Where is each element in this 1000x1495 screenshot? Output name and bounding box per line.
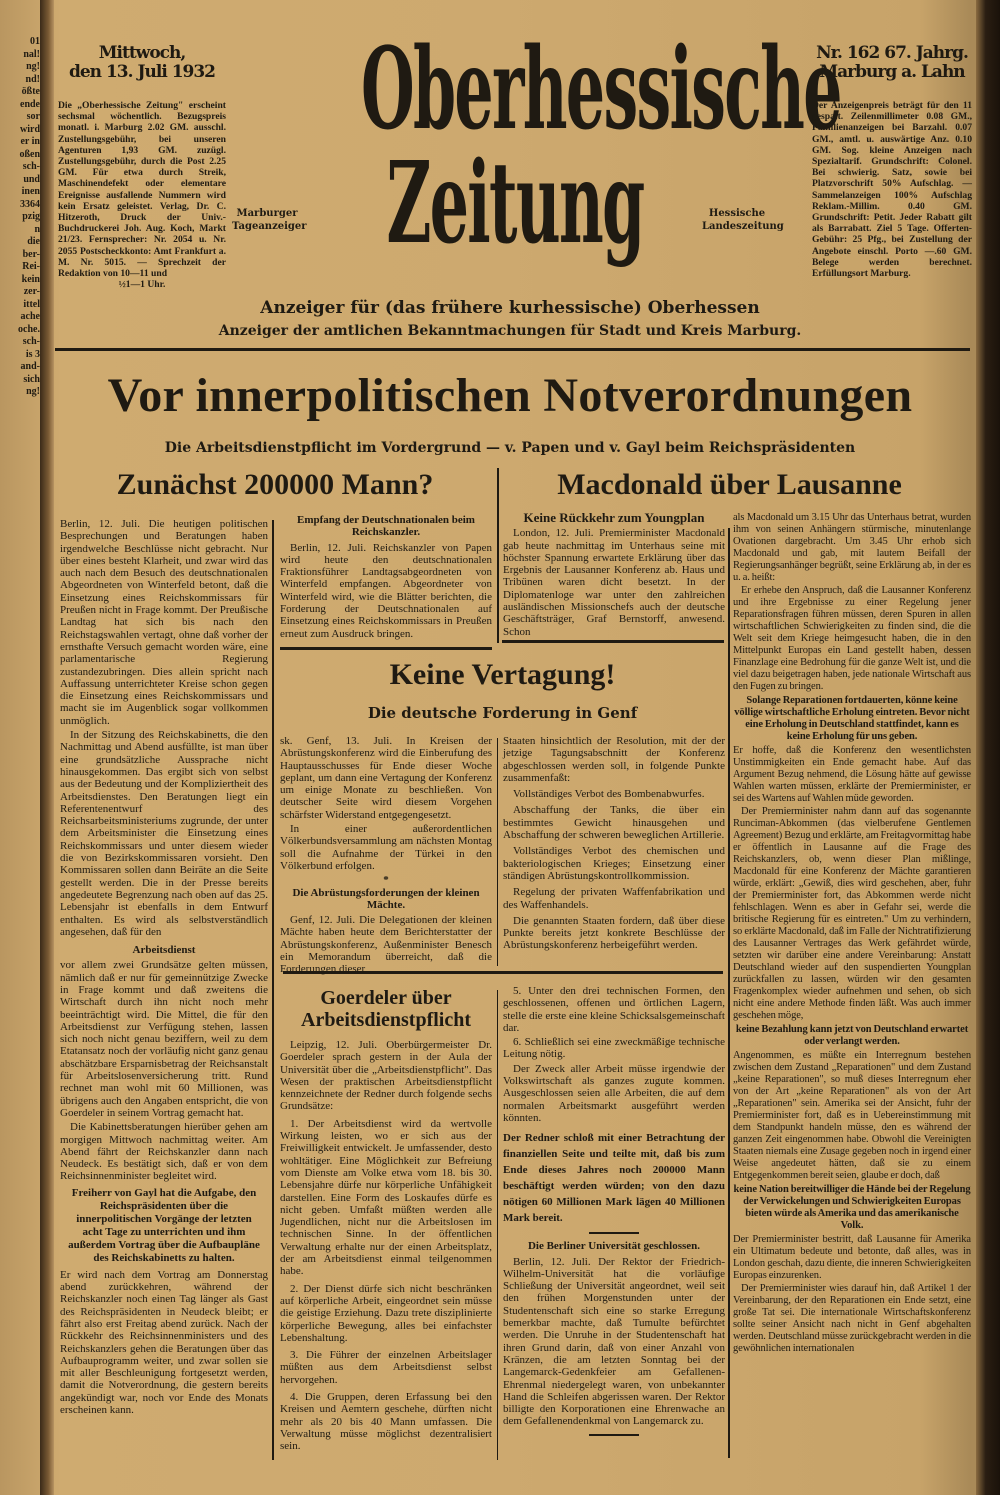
bold-paragraph: Der Redner schloß mit einer Betrachtung der finanziellen Seite und teilte mit, daß bis zum Ende dieses Jahres noch 200000 Mann beschäftigt werden würden; von den dazu nötigen 60 Millionen Mark lägen 40 Millionen Mark bereit.	[503, 1132, 725, 1225]
paragraph: Angenommen, es müßte ein Interregnum bestehen zwischen dem Zustand „Reparationen" und dem Zustand „keine Reparationen", so muß dieses Interregnum eher von der Art „keine Reparationen" als von der Art „Reparationen" sein. Amerika sei der Ansicht, fuhr der Premierminister fort, daß es in Uebereinstimmung mit dem Standpunkt handeln müsse, den es während der ganzen Zeit eingenommen habe. Obwohl die Vereinigten Staaten niemals eine Zusage gegeben noch in irgend einer Weise angedeutet hätten, daß sie zu einem Entgegenkommen bereit seien, glaube er doch, daß	[733, 1050, 971, 1181]
column-rule	[728, 528, 730, 1458]
divider	[589, 1434, 639, 1436]
list-item: Abschaffung der Tanks, die über ein bestimmtes Gewicht hinausgehen und Abschaffung der schweren beweglichen Artillerie.	[503, 804, 725, 842]
fragment-text: n	[34, 223, 40, 235]
macdonald-article-start	[503, 512, 725, 640]
fragment-text: zer-	[23, 286, 40, 297]
vertagung-subheadline: Die deutsche Forderung in Genf	[367, 704, 638, 722]
subtitle-2: Anzeiger der amtlichen Bekanntmachungen für Stadt und Kreis Marburg.	[218, 323, 802, 339]
issue-box	[812, 44, 972, 279]
fragment-text: sich	[23, 373, 40, 385]
goerdeler-article	[280, 985, 492, 1465]
subscription-notice: Die „Oberhessische Zeitung" erscheint sechsmal wöchentlich. Bezugspreis monatl. i. Marburg 2.02 GM. ausschl. Zustellungsgebühr, bei unseren Agenturen 1,93 GM. zuzügl. Zustellungsgebühr, durch die Post 2.25 GM. Für etwa durch Streik, Maschinendefekt oder elementare Ereignisse ausfallende Nummern wird kein Ersatz geleistet. Verlag, Dr. C. Hitzeroth, Druck der Univ.-Buchdruckerei Joh. Aug. Koch, Markt 21/23. Fernsprecher: Nr. 2054 u. Nr. 2055 Postscheckkonto: Amt Frankfurt a. M. Nr. 5015. — Sprechzeit der Redaktion von 10—11 und	[58, 100, 226, 280]
list-item: Vollständiges Verbot des Bombenabwurfes.	[513, 788, 705, 801]
fragment-text: oßen	[19, 148, 40, 160]
fragment-text: Rei-	[22, 261, 40, 272]
advertising-rates: Der Anzeigenpreis beträgt für den 11 gespalt. Zeilenmillimeter 0.08 GM., Familienanzeigen bei Barzahl. 0.07 GM., amtl. u. auswärtige Anz. 0.10 GM. Sog. kleine Anzeigen nach Spezialtarif. Grundschrift: Colonel. Bei schwierig. Satz, sowie bei Platzvorschrift 50% Aufschlag. — Sammelanzeigen 100% Aufschlag Reklam.-Millim. 0.40 GM. Grundschrift: Petit. Jeder Rabatt gilt als Barrabatt. Ziel 5 Tage. Offerten-Gebühr: 25 Pfg., bei Zustellung der Angebote einschl. Porto —.60 GM. Belege werden berechnet. Erfüllungsort Marburg.	[812, 100, 972, 280]
fragment-text: ng!	[26, 386, 40, 397]
divider	[589, 1232, 639, 1234]
lead-subheadline: Die Arbeitsdienstpflicht im Vordergrund — v. Papen und v. Gayl beim Reichspräsidenten	[164, 440, 856, 456]
paragraph: In der Sitzung des Reichskabinetts, die den Nachmittag und Abend ausfüllte, ist man über eine grundsätzliche Aussprache nicht hinausgekommen. Das ergibt sich von selbst aus der Bedeutung und der Kompliziertheit des Arbeitsdienstes. Den Beratungen liegt ein Referentenentwurf des Reichsarbeitsministeriums zugrunde, der unter dem Arbeitsminister die Einsetzung eines Reichskommissars und unter diesem wieder die von Bezirkskommissaren vorsieht. Den Kommissaren sollen dann Beiräte an die Seite gestellt werden. Die in der Presse bereits angedeutete Begrenzung nach oben auf das 25. Lebensjahr ist ebenfalls in dem Entwurf enthalten. Es wird als selbstverständlich angesehen, daß für den	[60, 729, 268, 938]
article-headline: Goerdeler über Arbeitsdienstpflicht	[301, 987, 471, 1031]
left-flank-title: Marburger Tageanzeiger	[232, 208, 307, 232]
fragment-text: kein	[21, 273, 40, 285]
section-rule	[280, 647, 492, 650]
fragment-text: and-	[20, 361, 40, 372]
empfang-article	[280, 514, 492, 642]
publication-place: Marburg a. Lahn	[819, 62, 965, 82]
fragment-text: ößte	[21, 86, 40, 97]
paragraph: Berlin, 12. Juli. Die heutigen politischen Besprechungen und Beratungen haben irgendwelche Beschlüsse nicht gebracht. Nur über eines besteht Klarheit, und zwar wird das auch nach dem Besuch des deutschnationalen Abgeordneten von Winterfeld betont, daß die Einsetzung eines Reichskommissars für Preußen nicht in Frage kommt. Der Preußische Landtag hat sich bis nach den Reichstagswahlen vertagt, ohne daß vorher der ernsthafte Versuch gemacht worden wäre, eine parlamentarische Regierung zustandezubringen. Dies allein spricht nach Auffassung unterrichteter Kreise schon gegen die Einsetzung eines Reichskommissars und macht sie im Augenblick sogar vollkommen unmöglich.	[60, 518, 268, 727]
section-subhead: Die Abrüstungsforderungen der kleinen Mächte.	[292, 886, 480, 911]
paragraph: Berlin, 12. Juli. Der Rektor der Friedrich-Wilhelm-Universität hat die vorläufige Schließung der Universität angeordnet, weil seit den frühen Morgenstunden unter der Studentenschaft sich eine so starke Erregung bemerkbar machte, daß Tumulte befürchtet werden. Die Unruhe in der Studentenschaft hat ihren Grund darin, daß von einer Anzahl von Kränzen, die am letzten Sonntag bei der Langemarck-Gedenkfeier am Gefallenen-Ehrenmal niedergelegt waren, von unbekannter Hand die Schleifen abgerissen waren. Der Rektor billigte den Korporationen eine Ehrenwache an dem Gefallenendenkmal von Langemarck zu.	[503, 1255, 725, 1428]
bold-paragraph: Freiherr von Gayl hat die Aufgabe, den Reichspräsidenten über die innerpolitischen Vorgänge der letzten acht Tage zu unterrichten und ihm außerdem Vortrag über die Aufbaupläne des Reichskabinetts zu halten.	[68, 1186, 260, 1264]
column-rule	[497, 468, 499, 643]
goerdeler-continuation	[503, 985, 725, 1465]
list-item: 3. Die Führer der einzelnen Arbeitslager müßten aus dem Arbeitsdienst selbst hervorgehen.	[280, 1349, 492, 1386]
page-binding-shadow	[40, 0, 54, 1495]
paragraph: Die Kabinettsberatungen hierüber gehen am morgigen Mittwoch nachmittag weiter. Am Abend fährt der Reichskanzler dann nach Neudeck. Es bestätigt sich, daß er von dem Reichsinnenminister begleitet wird.	[60, 1121, 268, 1183]
bold-paragraph: keine Bezahlung kann jetzt von Deutschland erwartet oder verlangt werden.	[735, 1024, 969, 1047]
fragment-text: er in	[20, 136, 40, 147]
fragment-text: ittel	[23, 298, 40, 310]
bold-paragraph: Solange Reparationen fortdauerten, könne keine völlige wirtschaftliche Erholung eintreten. Bevor nicht eine Erholung in Deutschland stattfindet, kann es keine Erholung für uns geben.	[734, 695, 970, 742]
fragment-text: ende	[20, 98, 40, 110]
fragment-text: sch-	[22, 161, 40, 172]
fragment-text: 01	[30, 36, 40, 47]
column-rule	[272, 520, 274, 1460]
fragment-text: wird	[20, 123, 40, 135]
fragment-text: ng!	[26, 61, 40, 72]
paragraph: Er erhebe den Anspruch, daß die Lausanner Konferenz und ihre Ergebnisse zu einer Regelung jener Reparationsfragen führen müssen, deren Spuren in allen wirtschaftlichen Schwierigkeiten zu finden sind, die die Welt seit dem Kriege heimgesucht haben, die in den Mittelpunkt Europas ein Land gestellt haben, dessen Finanzlage eine Bedrohung für die ganze Welt ist, und die viel dazu beigetragen haben, jede nationale Wirtschaft aus den Fugen zu bringen.	[733, 585, 971, 692]
paragraph: In einer außerordentlichen Völkerbundsversammlung am nächsten Montag soll die Aufnahme der Türkei in den Völkerbund erfolgen.	[280, 823, 492, 872]
article-headline: Empfang der Deutschnationalen beim Reichskanzler.	[297, 514, 475, 539]
fragment-text: is 3	[25, 348, 40, 360]
paragraph: Leipzig, 12. Juli. Oberbürgermeister Dr. Goerdeler sprach gestern in der Aula der Universität über die „Arbeitsdienstpflicht". Das Wesen der praktischen Arbeitsdienstpflicht kennzeichnete der Redner durch folgende sechs Grundsätze:	[280, 1039, 492, 1113]
list-item: 6. Schließlich sei eine zweckmäßige technische Leitung nötig.	[503, 1036, 725, 1061]
paragraph: Der Premierminister nahm dann auf das sogenannte Runciman-Abkommen (das vielberufene Gentlemen Agreement) Bezug und erklärte, am Freitagvormittag habe er öffentlich in Lausanne auf die Frage des Reichskanzlers, ob, wenn dieser Plan mißlinge, Macdonald für eine Konferenz der Mächte garantieren würde, erklärt: „Gewiß, dies wird geschehen, aber, fuhr der Premierminister fort, das Abkommen werde nicht fehlschlagen. Wenn es aber in Gefahr sei, werde die britische Regierung für es eintreten." Um zu verhindern, so erklärte Macdonald, daß im Falle der Nichtratifizierung des Lausanner Vertrages das Werk gefährdet würde, setzten wir darüber eine andere Vereinbarung: Anstatt Deutschland wieder auf den suspendierten Youngplan zurückfallen zu lassen, würden wir den gesamten Fragenkomplex wieder aufnehmen und sehen, ob sich nicht eine andere Methode finden läßt. Was auch immer geschehen möge,	[733, 806, 971, 1021]
column-rule	[497, 990, 498, 1460]
list-item: Vollständiges Verbot des chemischen und bakteriologischen Krieges; Einsetzung einer ständigen Abrüstungskontrollkommission.	[503, 845, 725, 882]
fragment-text: nal!	[23, 48, 40, 60]
fragment-text: inen	[21, 186, 40, 197]
paragraph: Der Premierminister wies darauf hin, daß Artikel 1 der Vereinbarung, der den Reparationen ein Ende setzt, eine große Tat sei. Die internationale Wirtschaftskonferenz sollte seiner Ansicht nach nicht in Genf abgehalten werden. Deutschland müsse zurückgebracht werden in die gewöhnlichen internationalen	[733, 1283, 971, 1354]
paragraph: Der Zweck aller Arbeit müsse irgendwie der Volkswirtschaft als ganzes zugute kommen. Ausgeschlossen seien alle Arbeiten, die auf dem normalen Arbeitsmarkt ausgeführt werden könnten.	[503, 1062, 725, 1124]
fragment-text: ber-	[22, 248, 40, 260]
scan-edge	[976, 0, 1000, 1495]
list-item: Regelung der privaten Waffenfabrikation und des Waffenhandels.	[503, 886, 725, 911]
fragment-text: oche.	[18, 323, 40, 335]
main-article-column	[60, 518, 268, 1463]
list-item: 1. Der Arbeitsdienst wird da wertvolle Wirkung leisten, wo er sich aus der Freiwilligkeit entwickelt. Je umfassender, desto wohltätiger. Eine Möglichkeit zur Befreiung vom Dienste am Volke etwa vom 18. bis 30. Lebensjahre dürfe nur körperliche Unfähigkeit darstellen. Eine Form des Loskaufes dürfe es nicht geben. Umfaßt müßten werden alle Jugendlichen, nicht nur die Arbeitslosen im technischen Sinne. In der öffentlichen Verwaltung erhalte nur der einen Arbeitsplatz, der am Arbeitsdienst einmal teilgenommen habe.	[280, 1117, 492, 1278]
article-headline: Die Berliner Universität geschlossen.	[527, 1240, 701, 1253]
list-item: 4. Die Gruppen, deren Erfassung bei den Kreisen und Aemtern geschehe, dürften nicht mehr als 20 bis 40 Mann umfassen. Die Verwaltung müsse möglichst dezentralisiert sein.	[280, 1391, 492, 1453]
list-item: 2. Der Dienst dürfe sich nicht beschränken auf körperliche Arbeit, eingeordnet sein müsse die geistige Erziehung. Dazu trete disziplinierte körperliche Bewegung, alles bei einfachster Lebenshaltung.	[280, 1282, 492, 1344]
fragment-text: sch-	[22, 336, 40, 347]
date-weekday: Mittwoch,	[98, 43, 186, 63]
paragraph: vor allem zwei Grundsätze gelten müssen, nämlich daß er nur für gemeinnützige Zwecke in Frage kommt und daß zweitens die Wirtschaft durch ihn nicht noch mehr beeinträchtigt wird. Die Mittel, die für den Arbeitsdienst zur Verfügung stehen, lassen sich noch nicht genau beziffern, weil zu dem Etatansatz noch der vorläufig nicht ganz genau abschätzbare Ersparnisbetrag der Reichsanstalt für Arbeitslosenversicherung tritt. Rund rechnet man wohl mit 60 Millionen, was übrigens auch den Angaben entspricht, die von Goerdeler in seinem Vortrag gemacht hat.	[60, 959, 268, 1119]
vertagung-headline: Keine Vertagung!	[389, 658, 616, 691]
lead-headline: Vor innerpolitischen Notverordnungen	[107, 369, 913, 422]
vertagung-column-1	[280, 735, 492, 976]
subscription-notice-end: ½1—1 Uhr.	[118, 279, 166, 291]
masthead-line-1: Oberhessische	[361, 24, 841, 155]
paragraph: Berlin, 12. Juli. Reichskanzler von Papen wird heute den deutschnationalen Fraktionsführer Landtagsabgeordneten von Winterfeld empfangen. Abgeordneter von Winterfeld wird, wie die Blätter berichten, die Forderung der Deutschnationalen auf Einsetzung eines Reichskommissars in Preußen erneut zum Ausdruck bringen.	[280, 541, 492, 640]
fragment-text: und	[23, 173, 40, 185]
paragraph: Die genannten Staaten fordern, daß über diese Punkte bereits jetzt konkrete Beschlüsse der Abrüstungskonferenz herbeigeführt werden.	[503, 914, 725, 952]
paragraph: Staaten hinsichtlich der Resolution, mit der der jetzige Tagungsabschnitt der Konferenz abgeschlossen werden soll, in folgende Punkte zusammenfaßt:	[503, 735, 725, 784]
macdonald-headline: Macdonald über Lausanne	[557, 468, 902, 501]
paragraph: sk. Genf, 13. Juli. In Kreisen der Abrüstungskonferenz wird die Einberufung des Hauptausschusses für Ende dieser Woche geplant, um dann eine Vertagung der Konferenz um einige Monate zu beschließen. Von deutscher Seite wird diesem Vorgehen schärfster Widerstand entgegengesetzt.	[280, 735, 492, 821]
fragment-text: 3364	[20, 198, 40, 210]
paragraph: als Macdonald um 3.15 Uhr das Unterhaus betrat, wurden ihm von seinen Anhängern stürmische, minutenlange Ovationen dargebracht. Um 3.45 Uhr erhob sich Macdonald und gab, mit lautem Beifall der Regierungsanhänger begrüßt, seine Erklärung ab, in der es u. a. heißt:	[733, 512, 971, 583]
issue-date: den 13. Juli 1932	[68, 62, 216, 82]
macdonald-article-continuation	[733, 512, 971, 1490]
paragraph: Genf, 12. Juli. Die Delegationen der kleinen Mächte haben heute dem Berichterstatter der Abrüstungskonferenz, Außenminister Benesch ein Memorandum überreicht, daß die Forderungen dieser	[280, 914, 492, 976]
right-flank-title: Hessische Landeszeitung	[702, 208, 784, 232]
fragment-text: nd!	[25, 73, 40, 85]
section-rule	[502, 640, 724, 643]
article-subheadline: Keine Rückkehr zum Youngplan	[523, 510, 705, 525]
list-item: 5. Unter den drei technischen Formen, den geschlossenen, offenen und örtlichen Lagern, stelle die erste eine kleine Schicksalsgemeinschaft dar.	[503, 985, 725, 1034]
paragraph: Der Premierminister bestritt, daß Lausanne für Amerika ein Ultimatum bedeute und betonte, daß alles, was in London geschah, dazu diente, die inneren Schwierigkeiten Europas einzurenken.	[733, 1234, 971, 1281]
paragraph: Er wird nach dem Vortrag am Donnerstag abend zurückkehren, während der Reichskanzler noch einen Tag länger als Gast des Reichspräsidenten in Neudeck bleibt; er fährt also erst Freitag abend zurück. Nach der Rückkehr des Reichsinnenministers und des Reichskanzlers gehen die Beratungen über das Aufbauprogramm weiter, und zwar sollen sie mit aller Beschleunigung fortgesetzt werden, damit die Notverordnung, die gestern bereits angekündigt war, noch vor Ende des Monats erscheinen kann.	[60, 1268, 268, 1416]
bold-paragraph: keine Nation bereitwilliger die Hände bei der Regelung der Verwickelungen und Schwierigkeiten Europas bieten würde als Amerika und das amerikanische Volk.	[733, 1184, 971, 1231]
adjacent-page-fragment	[0, 36, 40, 399]
separator-asterisk: *	[383, 874, 389, 887]
paragraph: London, 12. Juli. Premierminister Macdonald gab heute nachmittag im Unterhaus seine mit höchster Spannung erwartete Erklärung über das Ergebnis der Lausanner Konferenz ab. Haus und Tribünen waren dicht besetzt. In der Diplomatenloge war unter den zahlreichen ausländischen Missionschefs auch der deutsche Geschäftsträger, Graf Bernstorff, anwesend. Schon	[503, 527, 725, 638]
masthead-line-2: Zeitung	[386, 138, 644, 269]
column-rule	[497, 738, 498, 966]
vertagung-column-2	[503, 735, 725, 967]
fragment-text: die	[27, 236, 40, 247]
main-article-headline: Zunächst 200000 Mann?	[116, 468, 434, 501]
paragraph: Er hoffe, daß die Konferenz den wesentlichsten Unstimmigkeiten ein Ende gemacht habe. Auf das Argument Bezug nehmend, die Lösung hätte auf gewisse Wahlen warten müssen, erklärte der Premierminister, er sei des Wartens auf Wahlen müde geworden.	[733, 745, 971, 804]
subtitle-1: Anzeiger für (das frühere kurhessische) Oberhessen	[260, 298, 760, 318]
fragment-text: ache	[20, 311, 40, 322]
fragment-text: sor	[26, 111, 40, 122]
section-subhead: Arbeitsdienst	[132, 944, 196, 957]
date-box	[58, 44, 226, 290]
fragment-text: pzig	[22, 211, 40, 222]
issue-number: Nr. 162 67. Jahrg.	[816, 43, 968, 63]
masthead-rule	[55, 348, 970, 351]
